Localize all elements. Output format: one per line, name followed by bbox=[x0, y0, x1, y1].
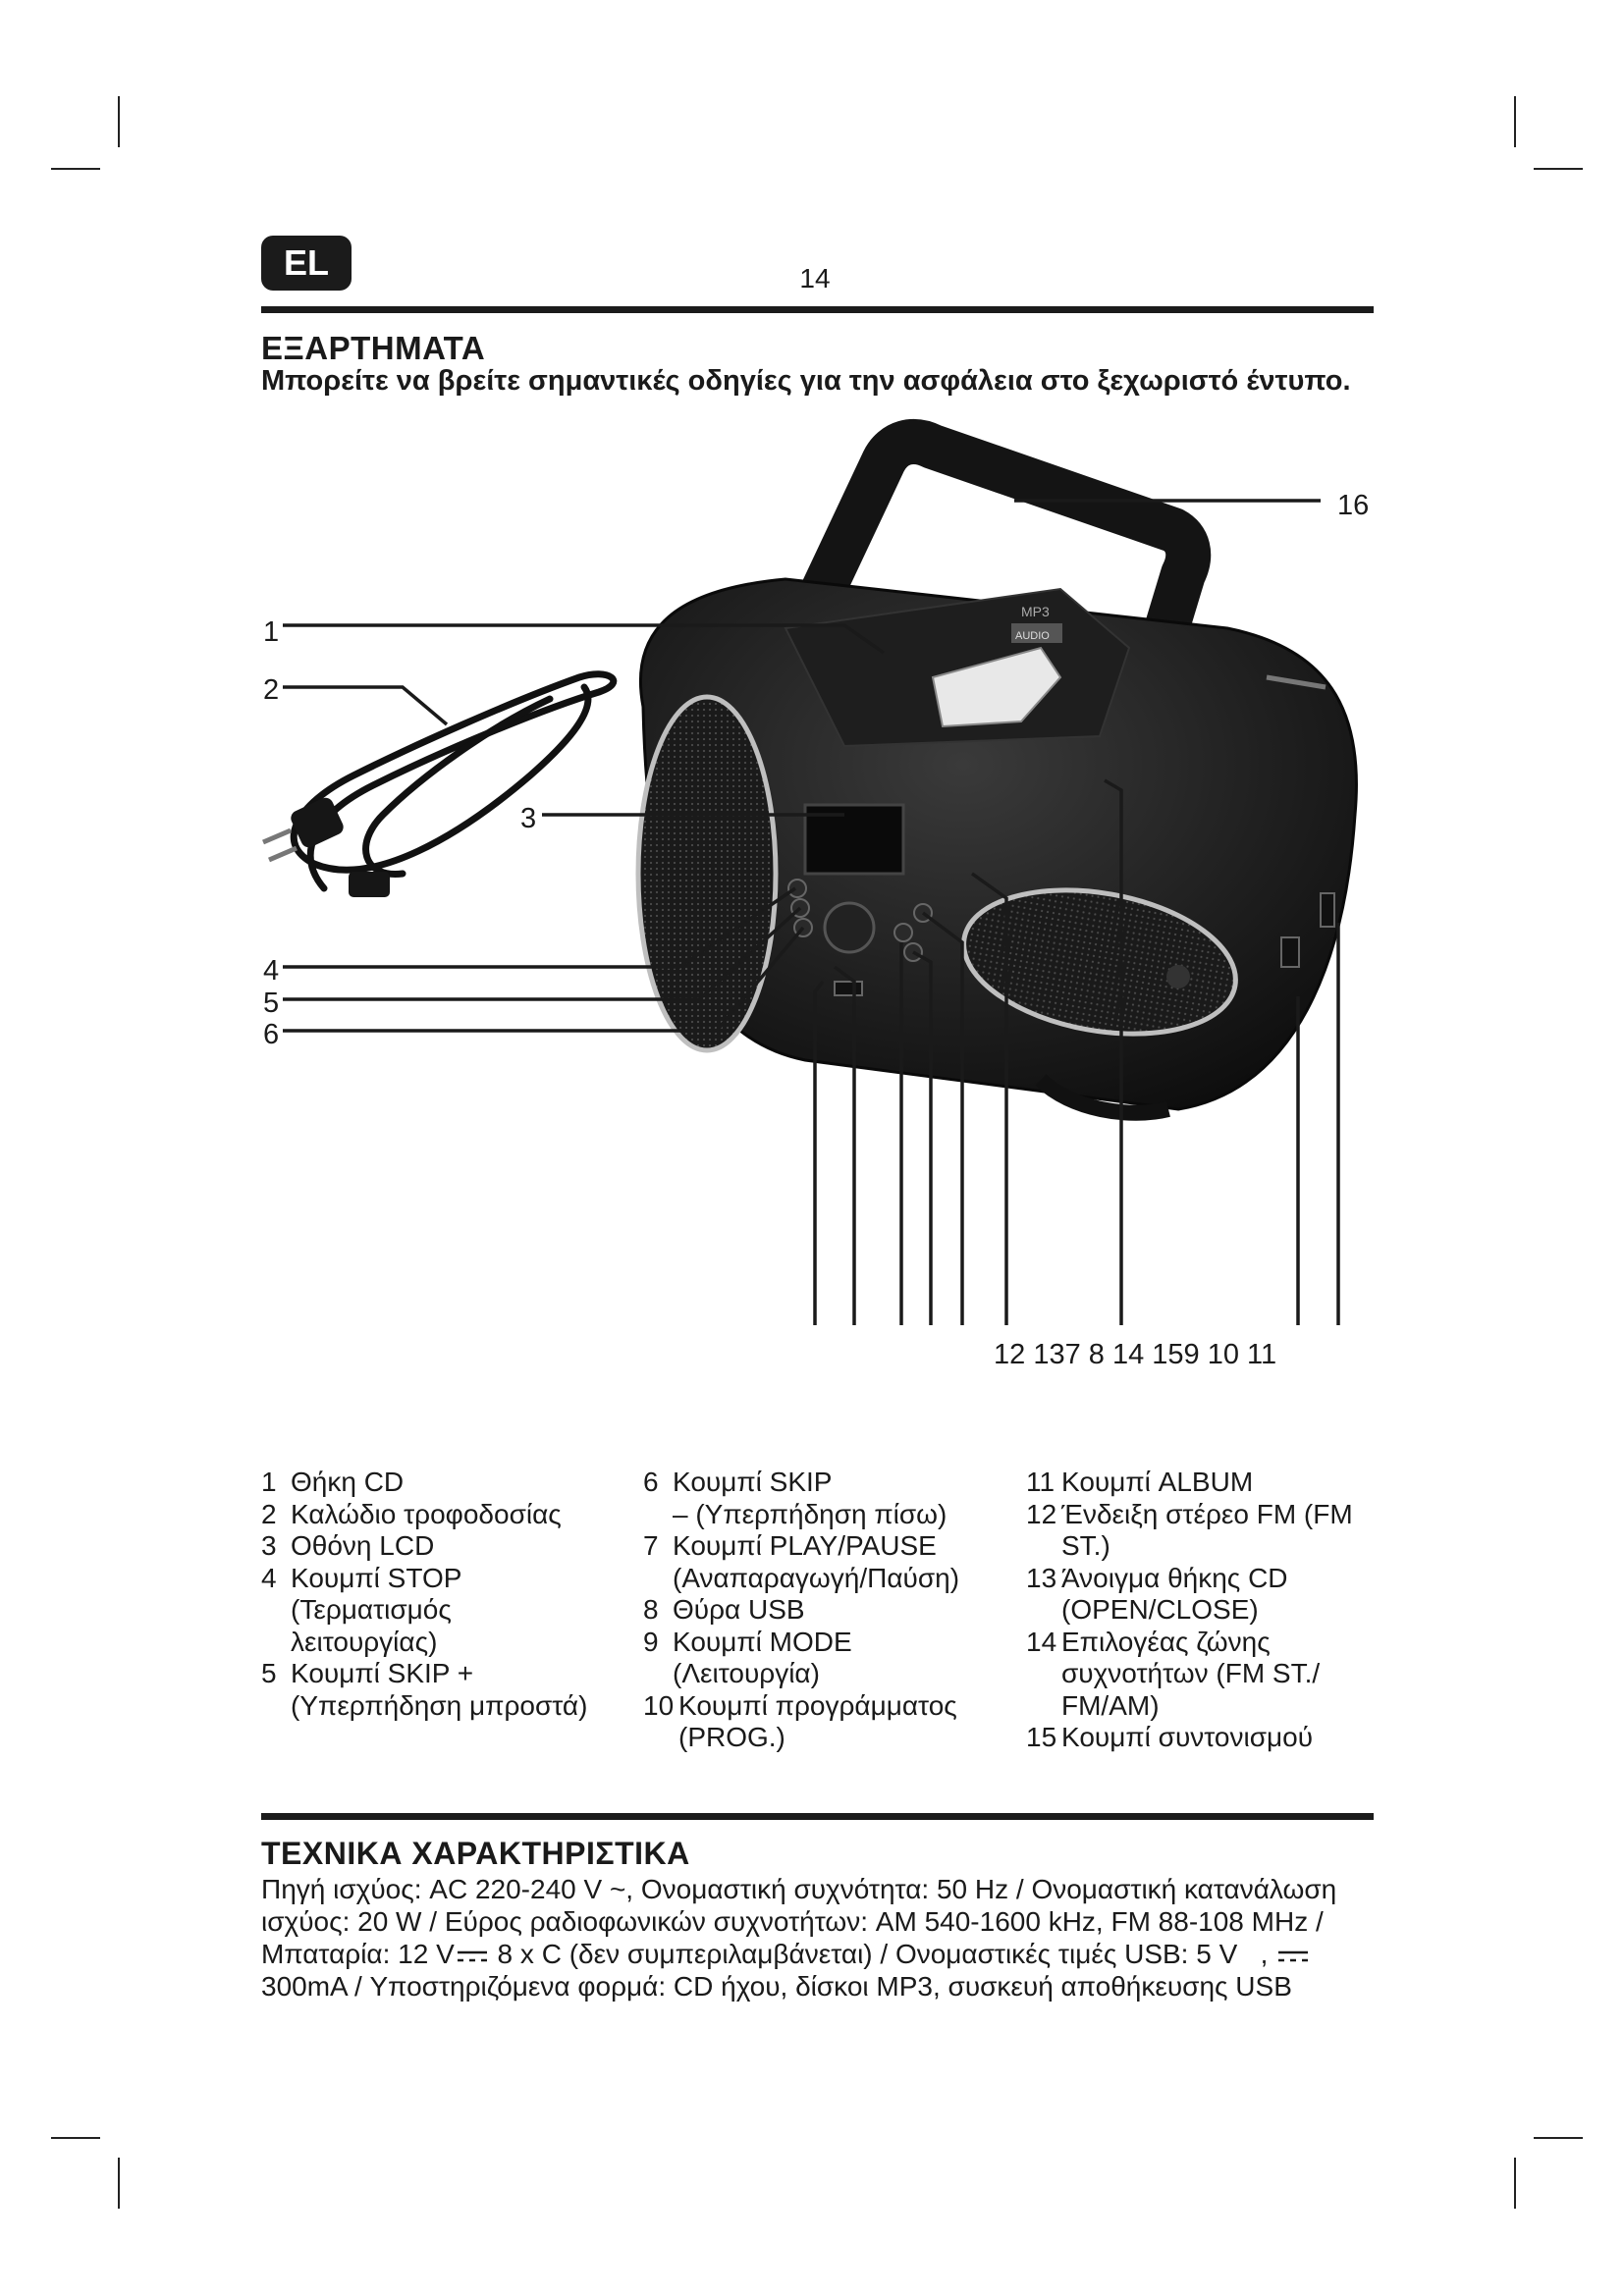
parts-list-item bbox=[643, 1690, 1016, 1754]
callout-6: 6 bbox=[263, 1019, 280, 1050]
part-description: Θύρα USB bbox=[673, 1594, 805, 1625]
part-description: Θήκη CD bbox=[291, 1467, 405, 1497]
parts-list-item bbox=[261, 1563, 634, 1659]
part-description: Άνοιγμα θήκης CD (OPEN/CLOSE) bbox=[1061, 1562, 1288, 1625]
part-number: 10 bbox=[643, 1689, 675, 1721]
parts-list-item bbox=[261, 1658, 634, 1722]
part-number: 13 bbox=[1026, 1562, 1057, 1593]
specs-title: ΤΕΧΝΙΚΑ ΧΑΡΑΚΤΗΡΙΣΤΙΚΑ bbox=[261, 1836, 690, 1871]
power-cord bbox=[263, 674, 614, 897]
crop-mark bbox=[118, 2158, 120, 2209]
part-number: 14 bbox=[1026, 1626, 1057, 1657]
part-description: Κουμπί προγράμματος (PROG.) bbox=[678, 1689, 957, 1752]
crop-mark bbox=[51, 2137, 100, 2139]
parts-list-column-1 bbox=[261, 1467, 634, 1722]
parts-list-item bbox=[1026, 1467, 1380, 1499]
part-description: Κουμπί STOP (Τερματισμός λειτουργίας) bbox=[291, 1562, 462, 1657]
dc-symbol-icon bbox=[457, 1949, 488, 1963]
parts-list-item bbox=[1026, 1499, 1380, 1563]
parts-list-item bbox=[261, 1499, 634, 1531]
parts-list-item bbox=[643, 1594, 1016, 1627]
parts-list-item bbox=[643, 1467, 1016, 1530]
part-number: 5 bbox=[261, 1658, 277, 1688]
specs-text-part1: Πηγή ισχύος: AC 220-240 V ~, Ονομαστική συχνότητα: 50 Hz / Ονομαστική κατανάλωση ισχύος: 20 W / Εύρος ραδιοφωνικών συχνοτήτων: AM 540-1600 kHz, FM 88-108 MHz / Μπαταρία: 12 V bbox=[261, 1874, 1337, 1969]
parts-list-item bbox=[1026, 1722, 1380, 1754]
callout-16: 16 bbox=[1337, 490, 1370, 521]
part-number: 2 bbox=[261, 1498, 277, 1529]
crop-mark bbox=[1514, 2158, 1516, 2209]
page-number: 14 bbox=[799, 263, 831, 294]
specs-rule bbox=[261, 1813, 1374, 1820]
callout-2: 2 bbox=[263, 674, 280, 706]
parts-list-item bbox=[1026, 1563, 1380, 1627]
part-description: Κουμπί ALBUM bbox=[1061, 1467, 1254, 1497]
part-number: 3 bbox=[261, 1530, 277, 1561]
part-number: 15 bbox=[1026, 1722, 1057, 1752]
crop-mark bbox=[1534, 2137, 1583, 2139]
callout-1: 1 bbox=[263, 616, 280, 648]
parts-list-item bbox=[1026, 1627, 1380, 1723]
audio-label: AUDIO bbox=[1015, 630, 1050, 642]
callout-3: 3 bbox=[520, 803, 537, 834]
part-description: Κουμπί SKIP – (Υπερπήδηση πίσω) bbox=[673, 1467, 947, 1529]
parts-list-column-3 bbox=[1026, 1467, 1380, 1754]
accessories-title: ΕΞΑΡΤΗΜΑΤΑ bbox=[261, 330, 486, 366]
part-number: 11 bbox=[1026, 1467, 1056, 1497]
part-number: 4 bbox=[261, 1562, 277, 1593]
parts-list-item bbox=[643, 1530, 1016, 1594]
parts-list-column-2 bbox=[643, 1467, 1016, 1754]
part-number: 12 bbox=[1026, 1498, 1057, 1529]
part-description: Κουμπί συντονισμού bbox=[1061, 1722, 1314, 1752]
language-badge: EL bbox=[261, 236, 352, 291]
specs-text-part3: , bbox=[1260, 1939, 1276, 1969]
part-description: Καλώδιο τροφοδοσίας bbox=[291, 1498, 562, 1529]
specs-text-part4: 300mA / Υποστηριζόμενα φορμά: CD ήχου, δίσκοι MP3, συσκευή αποθήκευσης USB bbox=[261, 1971, 1292, 2002]
part-description: Ένδειξη στέρεο FM (FM ST.) bbox=[1061, 1498, 1353, 1561]
part-description: Οθόνη LCD bbox=[291, 1530, 435, 1561]
callout-4: 4 bbox=[263, 955, 280, 987]
part-number: 9 bbox=[643, 1626, 659, 1657]
callout-5: 5 bbox=[263, 988, 280, 1019]
parts-list-item bbox=[261, 1530, 634, 1563]
dc-symbol-icon bbox=[1277, 1949, 1309, 1963]
part-number: 1 bbox=[261, 1467, 277, 1497]
part-description: Επιλογέας ζώνης συχνοτήτων (FM ST./ FM/AM) bbox=[1061, 1626, 1321, 1721]
parts-list-item bbox=[261, 1467, 634, 1499]
part-number: 8 bbox=[643, 1594, 659, 1625]
part-description: Κουμπί MODE (Λειτουργία) bbox=[673, 1626, 852, 1688]
part-number: 6 bbox=[643, 1467, 659, 1497]
mp3-label: MP3 bbox=[1021, 604, 1050, 619]
specs-text-part2: 8 x C (δεν συμπεριλαμβάνεται) / Ονομαστικές τιμές USB: 5 V bbox=[489, 1939, 1238, 1969]
callouts-bottom: 12 137 8 14 159 10 11 bbox=[994, 1339, 1277, 1370]
part-description: Κουμπί SKIP + (Υπερπήδηση μπροστά) bbox=[291, 1658, 588, 1721]
parts-list-item bbox=[643, 1627, 1016, 1690]
accessories-intro: Μπορείτε να βρείτε σημαντικές οδηγίες για την ασφάλεια στο ξεχωριστό έντυπο. bbox=[261, 365, 1351, 397]
boombox-body bbox=[638, 579, 1356, 1113]
part-description: Κουμπί PLAY/PAUSE (Αναπαραγωγή/Παύση) bbox=[673, 1530, 960, 1593]
specs-text bbox=[261, 1873, 1376, 2002]
part-number: 7 bbox=[643, 1530, 659, 1561]
